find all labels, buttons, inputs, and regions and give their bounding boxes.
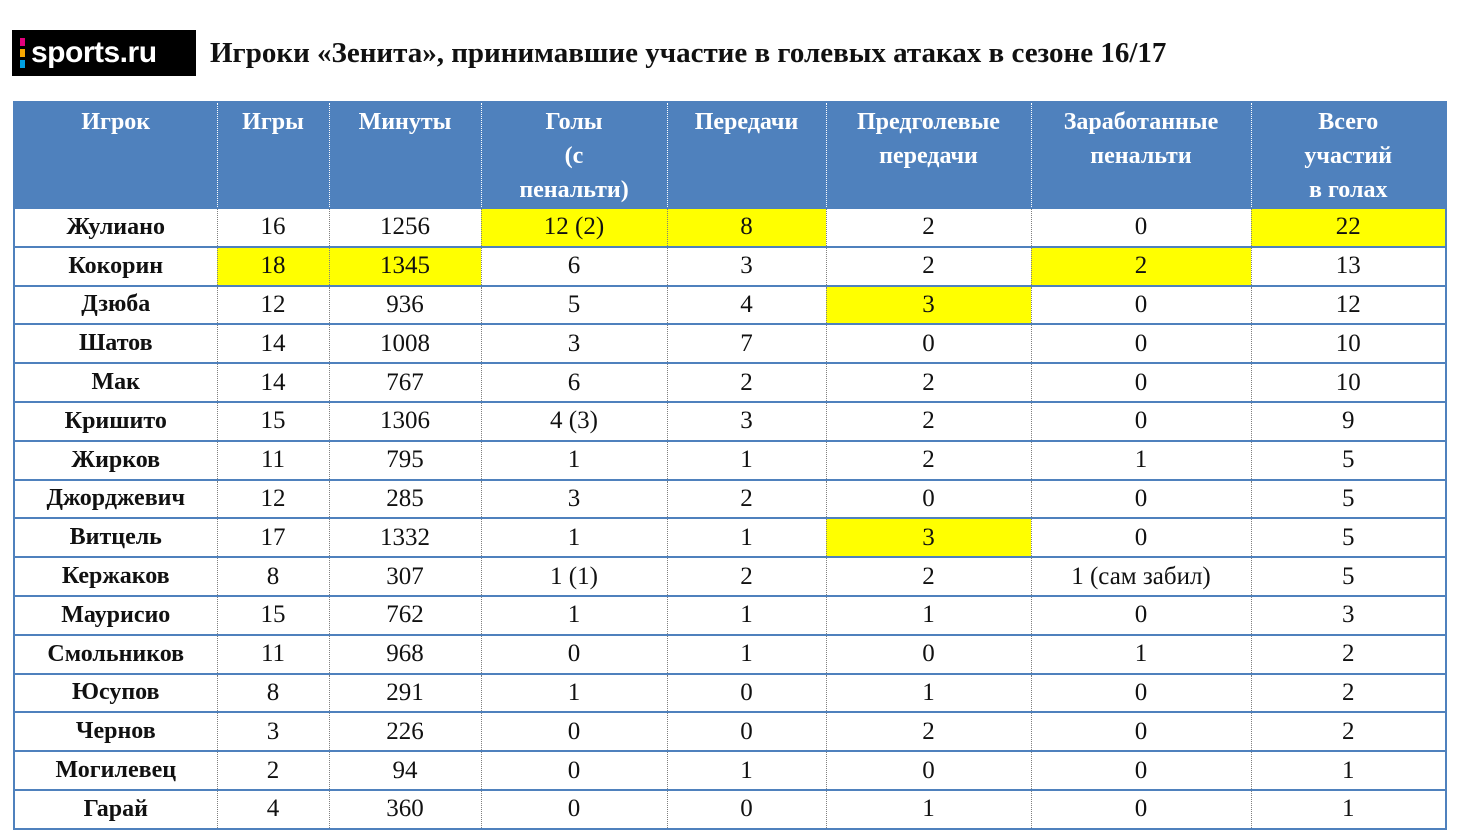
stat-cell: 3 xyxy=(1251,596,1446,635)
stat-cell: 12 (2) xyxy=(481,208,667,247)
stat-cell: 10 xyxy=(1251,363,1446,402)
stat-cell: 3 xyxy=(481,324,667,363)
player-name-cell: Гарай xyxy=(14,790,217,829)
stat-cell: 5 xyxy=(1251,441,1446,480)
column-header: Минуты xyxy=(329,102,481,208)
player-name-cell: Кержаков xyxy=(14,557,217,596)
stat-cell: 2 xyxy=(826,557,1031,596)
stat-cell: 762 xyxy=(329,596,481,635)
stat-cell: 0 xyxy=(481,751,667,790)
stat-cell: 2 xyxy=(826,363,1031,402)
stat-cell: 1256 xyxy=(329,208,481,247)
stat-cell: 0 xyxy=(826,324,1031,363)
stat-cell: 0 xyxy=(667,674,826,713)
stat-cell: 8 xyxy=(217,674,329,713)
stat-cell: 1 xyxy=(667,635,826,674)
stat-cell: 4 xyxy=(217,790,329,829)
stat-cell: 2 xyxy=(826,208,1031,247)
stat-cell: 1 xyxy=(667,441,826,480)
stat-cell: 0 xyxy=(826,751,1031,790)
player-name-cell: Джорджевич xyxy=(14,480,217,519)
stat-cell: 1 xyxy=(826,596,1031,635)
stat-cell: 12 xyxy=(1251,286,1446,325)
stat-cell: 4 xyxy=(667,286,826,325)
stat-cell: 0 xyxy=(481,790,667,829)
column-header: Заработанные пенальти xyxy=(1031,102,1251,208)
stat-cell: 0 xyxy=(1031,480,1251,519)
stat-cell: 5 xyxy=(1251,480,1446,519)
table-row xyxy=(14,518,1446,557)
player-name-cell: Витцель xyxy=(14,518,217,557)
header xyxy=(12,30,1166,76)
stat-cell: 226 xyxy=(329,712,481,751)
stat-cell: 1 xyxy=(481,596,667,635)
stat-cell: 11 xyxy=(217,635,329,674)
player-name-cell: Жирков xyxy=(14,441,217,480)
stat-cell: 2 xyxy=(1251,635,1446,674)
stat-cell: 3 xyxy=(826,518,1031,557)
stat-cell: 8 xyxy=(667,208,826,247)
stat-cell: 8 xyxy=(217,557,329,596)
stat-cell: 7 xyxy=(667,324,826,363)
stat-cell: 0 xyxy=(1031,402,1251,441)
stat-cell: 3 xyxy=(826,286,1031,325)
table-row xyxy=(14,247,1446,286)
stat-cell: 1 (сам забил) xyxy=(1031,557,1251,596)
stat-cell: 22 xyxy=(1251,208,1446,247)
stat-cell: 1 xyxy=(1031,635,1251,674)
stat-cell: 2 xyxy=(667,363,826,402)
stat-cell: 0 xyxy=(481,712,667,751)
stat-cell: 2 xyxy=(1251,712,1446,751)
sports-ru-logo xyxy=(12,30,196,76)
stat-cell: 360 xyxy=(329,790,481,829)
stat-cell: 15 xyxy=(217,596,329,635)
stat-cell: 1008 xyxy=(329,324,481,363)
player-name-cell: Чернов xyxy=(14,712,217,751)
stat-cell: 1 xyxy=(1031,441,1251,480)
logo-bar-blue xyxy=(20,60,25,68)
table-row xyxy=(14,324,1446,363)
stat-cell: 0 xyxy=(481,635,667,674)
stat-cell: 6 xyxy=(481,247,667,286)
table-row xyxy=(14,480,1446,519)
player-name-cell: Смольников xyxy=(14,635,217,674)
stat-cell: 12 xyxy=(217,480,329,519)
stat-cell: 2 xyxy=(826,402,1031,441)
stat-cell: 6 xyxy=(481,363,667,402)
stat-cell: 1 xyxy=(1251,751,1446,790)
stat-cell: 795 xyxy=(329,441,481,480)
stat-cell: 0 xyxy=(1031,363,1251,402)
stat-cell: 1306 xyxy=(329,402,481,441)
stat-cell: 0 xyxy=(826,480,1031,519)
stat-cell: 16 xyxy=(217,208,329,247)
table-row xyxy=(14,674,1446,713)
stat-cell: 0 xyxy=(1031,596,1251,635)
logo-bar-orange xyxy=(20,49,25,57)
stat-cell: 0 xyxy=(1031,208,1251,247)
stat-cell: 2 xyxy=(667,557,826,596)
stat-cell: 2 xyxy=(1251,674,1446,713)
stat-cell: 94 xyxy=(329,751,481,790)
logo-text: sports.ru xyxy=(31,36,157,69)
column-header: Предголевые передачи xyxy=(826,102,1031,208)
stat-cell: 3 xyxy=(667,402,826,441)
page-title: Игроки «Зенита», принимавшие участие в голевых атаках в сезоне 16/17 xyxy=(210,36,1167,69)
player-name-cell: Юсупов xyxy=(14,674,217,713)
stat-cell: 18 xyxy=(217,247,329,286)
stat-cell: 0 xyxy=(1031,674,1251,713)
stat-cell: 0 xyxy=(1031,518,1251,557)
logo-bars-icon xyxy=(20,38,25,68)
table-row xyxy=(14,286,1446,325)
stat-cell: 12 xyxy=(217,286,329,325)
column-header: Всего участий в голах xyxy=(1251,102,1446,208)
stat-cell: 0 xyxy=(1031,790,1251,829)
stat-cell: 9 xyxy=(1251,402,1446,441)
table-row xyxy=(14,751,1446,790)
stat-cell: 307 xyxy=(329,557,481,596)
player-name-cell: Шатов xyxy=(14,324,217,363)
stat-cell: 4 (3) xyxy=(481,402,667,441)
stat-cell: 5 xyxy=(481,286,667,325)
player-name-cell: Кокорин xyxy=(14,247,217,286)
stat-cell: 1 xyxy=(826,790,1031,829)
player-name-cell: Кришито xyxy=(14,402,217,441)
stat-cell: 968 xyxy=(329,635,481,674)
stat-cell: 10 xyxy=(1251,324,1446,363)
stat-cell: 0 xyxy=(667,712,826,751)
stat-cell: 3 xyxy=(217,712,329,751)
table-row xyxy=(14,596,1446,635)
stat-cell: 0 xyxy=(1031,324,1251,363)
stat-cell: 0 xyxy=(1031,712,1251,751)
stat-cell: 0 xyxy=(1031,286,1251,325)
stat-cell: 2 xyxy=(826,441,1031,480)
stat-cell: 14 xyxy=(217,324,329,363)
stat-cell: 1 xyxy=(481,674,667,713)
stat-cell: 1 xyxy=(667,751,826,790)
player-name-cell: Маурисио xyxy=(14,596,217,635)
table-header-row xyxy=(14,102,1446,208)
stat-cell: 14 xyxy=(217,363,329,402)
stat-cell: 291 xyxy=(329,674,481,713)
logo-bar-magenta xyxy=(20,38,25,46)
stat-cell: 5 xyxy=(1251,518,1446,557)
stat-cell: 936 xyxy=(329,286,481,325)
stat-cell: 1 xyxy=(1251,790,1446,829)
stat-cell: 1 xyxy=(481,518,667,557)
stat-cell: 0 xyxy=(826,635,1031,674)
column-header: Передачи xyxy=(667,102,826,208)
table-row xyxy=(14,402,1446,441)
player-name-cell: Жулиано xyxy=(14,208,217,247)
stat-cell: 3 xyxy=(481,480,667,519)
stat-cell: 1345 xyxy=(329,247,481,286)
stat-cell: 0 xyxy=(667,790,826,829)
stats-table xyxy=(13,101,1447,830)
table-row xyxy=(14,441,1446,480)
table-row xyxy=(14,208,1446,247)
stat-cell: 2 xyxy=(667,480,826,519)
stat-cell: 2 xyxy=(217,751,329,790)
stat-cell: 5 xyxy=(1251,557,1446,596)
stat-cell: 285 xyxy=(329,480,481,519)
table-row xyxy=(14,557,1446,596)
table-row xyxy=(14,790,1446,829)
stat-cell: 1 xyxy=(667,518,826,557)
player-name-cell: Мак xyxy=(14,363,217,402)
stat-cell: 1 xyxy=(826,674,1031,713)
table-row xyxy=(14,363,1446,402)
stat-cell: 13 xyxy=(1251,247,1446,286)
stat-cell: 0 xyxy=(1031,751,1251,790)
stat-cell: 3 xyxy=(667,247,826,286)
stat-cell: 1 (1) xyxy=(481,557,667,596)
column-header: Игры xyxy=(217,102,329,208)
stat-cell: 1 xyxy=(667,596,826,635)
column-header: Голы (с пенальти) xyxy=(481,102,667,208)
stat-cell: 1 xyxy=(481,441,667,480)
stat-cell: 17 xyxy=(217,518,329,557)
stat-cell: 767 xyxy=(329,363,481,402)
column-header: Игрок xyxy=(14,102,217,208)
stat-cell: 11 xyxy=(217,441,329,480)
stat-cell: 2 xyxy=(826,712,1031,751)
player-name-cell: Дзюба xyxy=(14,286,217,325)
player-name-cell: Могилевец xyxy=(14,751,217,790)
table-row xyxy=(14,712,1446,751)
stat-cell: 2 xyxy=(1031,247,1251,286)
stat-cell: 1332 xyxy=(329,518,481,557)
stat-cell: 2 xyxy=(826,247,1031,286)
table-body xyxy=(14,208,1446,829)
stat-cell: 15 xyxy=(217,402,329,441)
table-row xyxy=(14,635,1446,674)
